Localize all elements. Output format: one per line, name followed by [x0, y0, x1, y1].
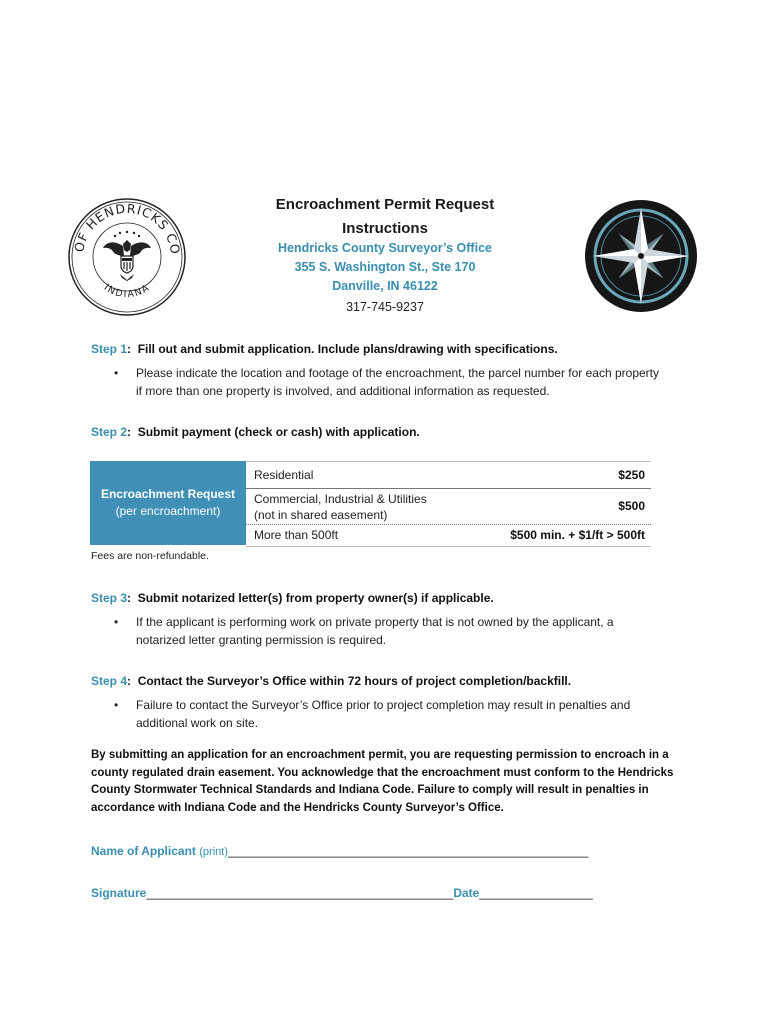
title-line-1: Encroachment Permit Request	[275, 196, 495, 213]
step-1-bullet: • Please indicate the location and footage of the encroachment, the parcel number for each property if more than one property is involved, and additional information as requested.	[114, 366, 659, 398]
step-3-bullet: • If the applicant is performing work on private property that is not owned by the applicant, a notarized letter granting permission is required.	[114, 615, 614, 647]
applicant-name-label: Name of Applicant	[91, 844, 196, 858]
step-4-text: Contact the Surveyor’s Office within 72 hours of project completion/backfill.	[137, 674, 572, 688]
office-city: Danville, IN 46122	[332, 279, 438, 293]
fee-row-commercial	[246, 488, 651, 525]
eagle-seal-icon	[66, 196, 188, 318]
office-street: 355 S. Washington St., Ste 170	[294, 260, 476, 274]
signature-field[interactable]	[91, 886, 593, 900]
county-seal	[66, 196, 188, 318]
step-4-bullet: • Failure to contact the Surveyor’s Office prior to project completion may result in penalties and additional work on site.	[114, 698, 631, 730]
office-name: Hendricks County Surveyor’s Office	[278, 241, 492, 255]
applicant-name-line[interactable]: ______________________________________________________	[227, 844, 589, 858]
date-label: Date	[453, 886, 480, 900]
step-4: Step 4: Contact the Surveyor’s Office within 72 hours of project completion/backfill.	[91, 674, 572, 688]
fee-desc: Residential	[254, 468, 314, 482]
fee-note: Fees are non-refundable.	[91, 550, 209, 562]
office-address	[235, 239, 535, 296]
step-4-label: Step 4	[91, 674, 128, 688]
bullet-icon: •	[114, 698, 119, 712]
fee-header-line-1: Encroachment Request	[100, 487, 236, 501]
step-2: Step 2: Submit payment (check or cash) with application.	[91, 425, 420, 439]
office-phone: 317-745-9237	[346, 300, 424, 314]
step-2-label: Step 2	[91, 425, 128, 439]
fee-table	[90, 461, 651, 545]
bullet-icon: •	[114, 366, 119, 380]
step-2-text: Submit payment (check or cash) with application.	[137, 425, 420, 439]
applicant-name-hint: (print)	[199, 846, 228, 858]
fee-table-header	[90, 461, 246, 545]
fee-header-line-2: (per encroachment)	[115, 504, 221, 518]
step-1-label: Step 1	[91, 342, 128, 356]
fee-row-residential	[246, 462, 651, 489]
seal-bottom-text: INDIANA	[101, 282, 153, 301]
fee-amount: $250	[618, 468, 645, 482]
page-title	[235, 193, 535, 241]
fee-amount: $500 min. + $1/ft > 500ft	[510, 528, 645, 542]
fee-amount: $500	[618, 499, 645, 513]
step-3-label: Step 3	[91, 591, 128, 605]
agreement-paragraph: By submitting an application for an encroachment permit, you are requesting permission to encroach in a county regulated drain easement. You acknowledge that the encroachment must conform to the Hendricks County Stormwater Technical Standards and Indiana Code. Failure to comply will result in penalties in accordance with Indiana Code and the Hendricks County Surveyor’s Office.	[91, 749, 674, 814]
compass-logo	[584, 199, 698, 313]
compass-rose-icon	[584, 199, 698, 313]
step-3-text: Submit notarized letter(s) from property owner(s) if applicable.	[137, 591, 494, 605]
fee-rows	[246, 461, 651, 547]
step-1-text: Fill out and submit application. Include plans/drawing with specifications.	[137, 342, 558, 356]
title-line-2: Instructions	[342, 220, 428, 237]
fee-desc: Commercial, Industrial & Utilities (not in shared easement)	[254, 492, 427, 522]
step-3: Step 3: Submit notarized letter(s) from property owner(s) if applicable.	[91, 591, 494, 605]
signature-line[interactable]: ______________________________________________	[146, 886, 454, 900]
fee-desc: More than 500ft	[254, 528, 339, 542]
seal-top-text: OF HENDRICKS CO	[71, 200, 184, 256]
bullet-icon: •	[114, 615, 119, 629]
date-line[interactable]: _________________	[479, 886, 593, 900]
signature-label: Signature	[91, 886, 147, 900]
applicant-name-field[interactable]	[91, 844, 588, 858]
fee-row-over-500ft	[246, 524, 651, 546]
step-1: Step 1: Fill out and submit application. Include plans/drawing with specifications.	[91, 342, 558, 356]
